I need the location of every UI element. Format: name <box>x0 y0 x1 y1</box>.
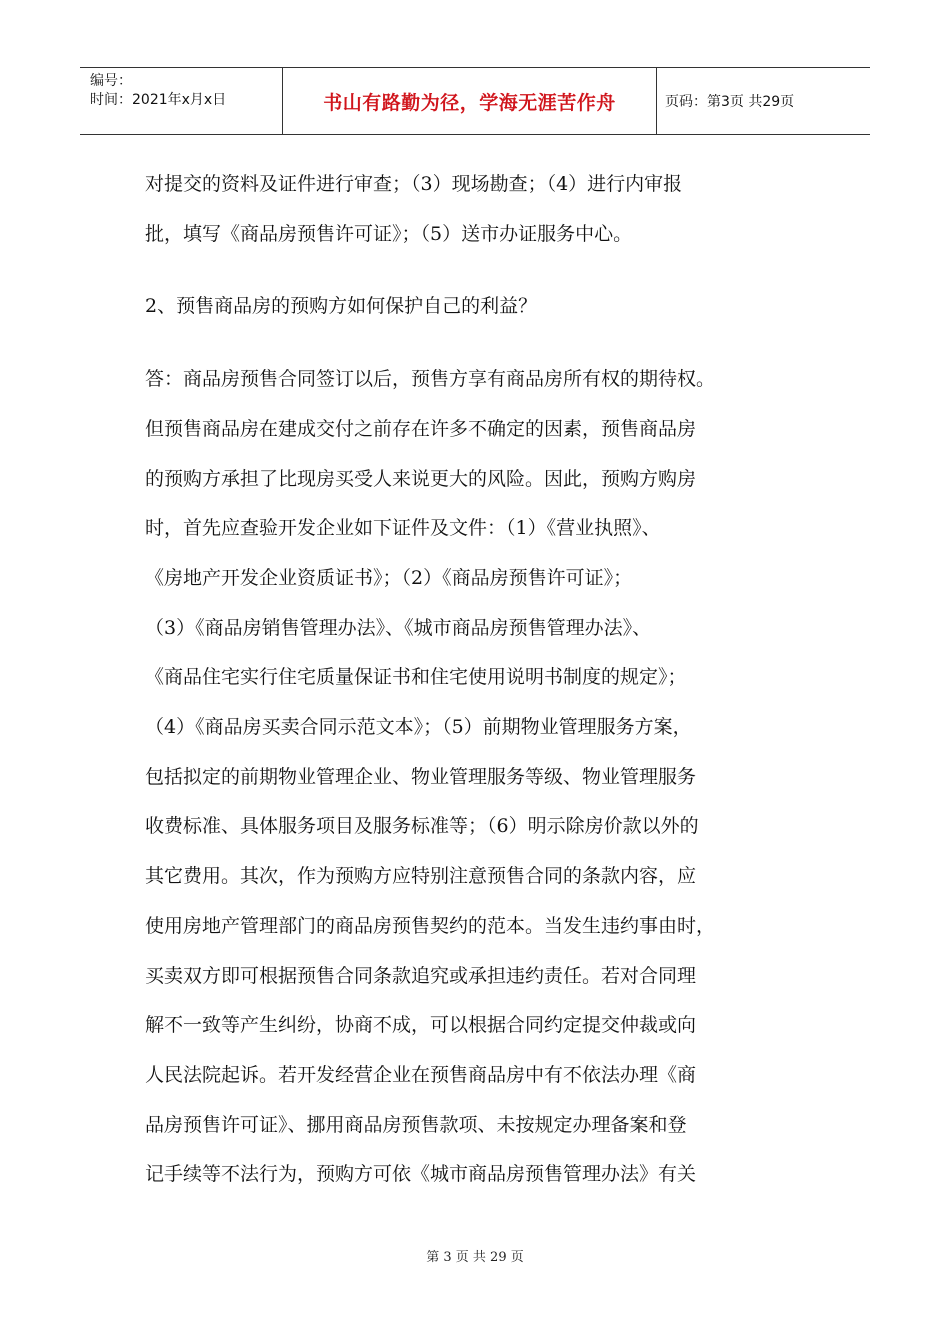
body-line: 批，填写《商品房预售许可证》；（5）送市办证服务中心。 <box>145 222 633 245</box>
document-body <box>145 160 810 1200</box>
doc-date-label: 时间：2021年x月x日 <box>90 92 227 108</box>
body-line: 品房预售许可证》、挪用商品房预售款项、未按规定办理备案和登 <box>145 1113 687 1136</box>
body-line: 收费标准、具体服务项目及服务标准等；（6）明示除房价款以外的 <box>145 815 699 838</box>
body-line: 记手续等不法行为，预购方可依《城市商品房预售管理办法》有关 <box>145 1163 697 1186</box>
body-line: （3）《商品房销售管理办法》、《城市商品房预售管理办法》、 <box>145 616 652 639</box>
body-line: 但预售商品房在建成交付之前存在许多不确定的因素，预售商品房 <box>145 417 697 440</box>
body-line: 答：商品房预售合同签订以后，预售方享有商品房所有权的期待权。 <box>145 368 716 391</box>
doc-number-label: 编号： <box>90 73 132 89</box>
body-line: （4）《商品房买卖合同示范文本》；（5）前期物业管理服务方案， <box>145 716 692 739</box>
body-line: 的预购方承担了比现房买受人来说更大的风险。因此，预购方购房 <box>145 467 697 490</box>
body-line: 《商品住宅实行住宅质量保证书和住宅使用说明书制度的规定》； <box>145 666 687 689</box>
body-line: 买卖双方即可根据预售合同条款追究或承担违约责任。若对合同理 <box>145 964 697 987</box>
body-line: 时，首先应查验开发企业如下证件及文件：（1）《营业执照》、 <box>145 517 661 540</box>
body-line: 人民法院起诉。若开发经营企业在预售商品房中有不依法办理《商 <box>145 1063 697 1086</box>
body-line: 对提交的资料及证件进行审查；（3）现场勘查；（4）进行内审报 <box>145 173 683 195</box>
body-line: 其它费用。其次，作为预购方应特别注意预售合同的条款内容，应 <box>145 865 697 888</box>
header-meta <box>80 68 283 134</box>
body-line: 《房地产开发企业资质证书》；（2）《商品房预售许可证》； <box>145 566 633 589</box>
page-header <box>80 67 870 135</box>
body-line: 使用房地产管理部门的商品房预售契约的范本。当发生违约事由时， <box>145 914 716 937</box>
body-line: 包括拟定的前期物业管理企业、物业管理服务等级、物业管理服务 <box>145 765 697 788</box>
page-footer: 第 3 页 共 29 页 <box>426 1250 524 1265</box>
header-motto: 书山有路勤为径，学海无涯苦作舟 <box>283 68 657 134</box>
header-page-number: 页码：第3页 共29页 <box>665 94 795 110</box>
question-heading: 2、预售商品房的预购方如何保护自己的利益？ <box>145 295 538 318</box>
body-line: 解不一致等产生纠纷，协商不成，可以根据合同约定提交仲裁或向 <box>145 1014 697 1037</box>
